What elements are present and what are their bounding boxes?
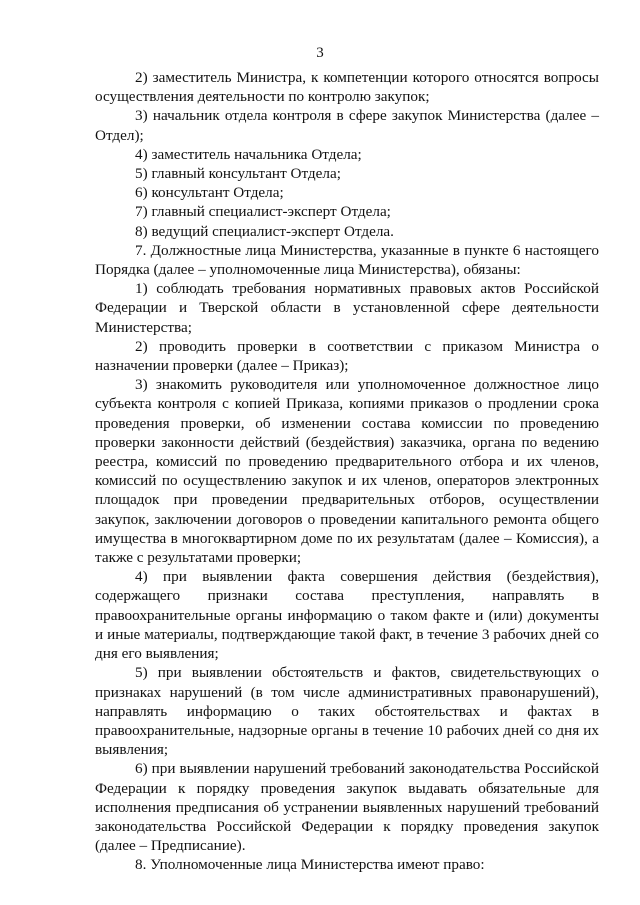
paragraph-duty-4: 4) при выявлении факта совершения действия (бездействия), содержащего признаки состава преступления, направлять в правоохранительные органы информацию о таком факте и (или) документы и иные материалы, подтверждающие такой факт, в течение 3 рабочих дней со дня его выявления; [95,568,599,663]
paragraph-section-7: 7. Должностные лица Министерства, указанные в пункте 6 настоящего Порядка (далее – уполномоченные лица Министерства), обязаны: [95,241,599,279]
paragraph-item-3: 3) начальник отдела контроля в сфере закупок Министерства (далее – Отдел); [95,107,599,144]
paragraph-item-2: 2) заместитель Министра, к компетенции которого относятся вопросы осуществления деятельности по контролю закупок; [95,69,599,106]
paragraph-duty-3: 3) знакомить руководителя или уполномоченное должностное лицо субъекта контроля с копией Приказа, копиями приказов о продлении срока проведения проверки, об изменении состава комиссии по проведению проверки законности действий (бездействия) заказчика, органа по ведению реестра, комиссий по проведению предварительного отбора и их членов, комиссий по осуществлению закупок и их членов, операторов электронных площадок при проведении предварительных отборов, осуществлении закупок, заключении договоров о проведении капитального ремонта общего имущества в многоквартирном доме по их результатам (далее – Комиссия), а также с результатами проверки; [95,376,599,567]
page-number: 3 [316,45,324,61]
paragraph-duty-6: 6) при выявлении нарушений требований законодательства Российской Федерации к порядку проведения закупок выдавать обязательные для исполнения предписания об устранении выявленных нарушений требований законодательства Российской Федерации к порядку проведения закупок (далее – Предписание). [95,760,599,855]
paragraph-duty-5: 5) при выявлении обстоятельств и фактов, свидетельствующих о признаках нарушений (в том числе административных правонарушений), направлять информацию о таких обстоятельствах и фактах в правоохранительные, надзорные органы в течение 10 рабочих дней со дня их выявления; [95,664,599,759]
paragraph-item-4: 4) заместитель начальника Отдела; [135,145,362,163]
paragraph-item-7: 7) главный специалист-эксперт Отдела; [135,203,391,221]
document-body [95,68,599,875]
paragraph-section-8: 8. Уполномоченные лица Министерства имеют право: [135,856,485,874]
paragraph-item-6: 6) консультант Отдела; [135,184,284,202]
paragraph-item-5: 5) главный консультант Отдела; [135,165,341,183]
paragraph-item-8: 8) ведущий специалист-эксперт Отдела. [135,222,394,240]
paragraph-duty-1: 1) соблюдать требования нормативных правовых актов Российской Федерации и Тверской области в установленной сфере деятельности Министерства; [95,280,599,336]
paragraph-duty-2: 2) проводить проверки в соответствии с приказом Министра о назначении проверки (далее – Приказ); [95,337,599,375]
